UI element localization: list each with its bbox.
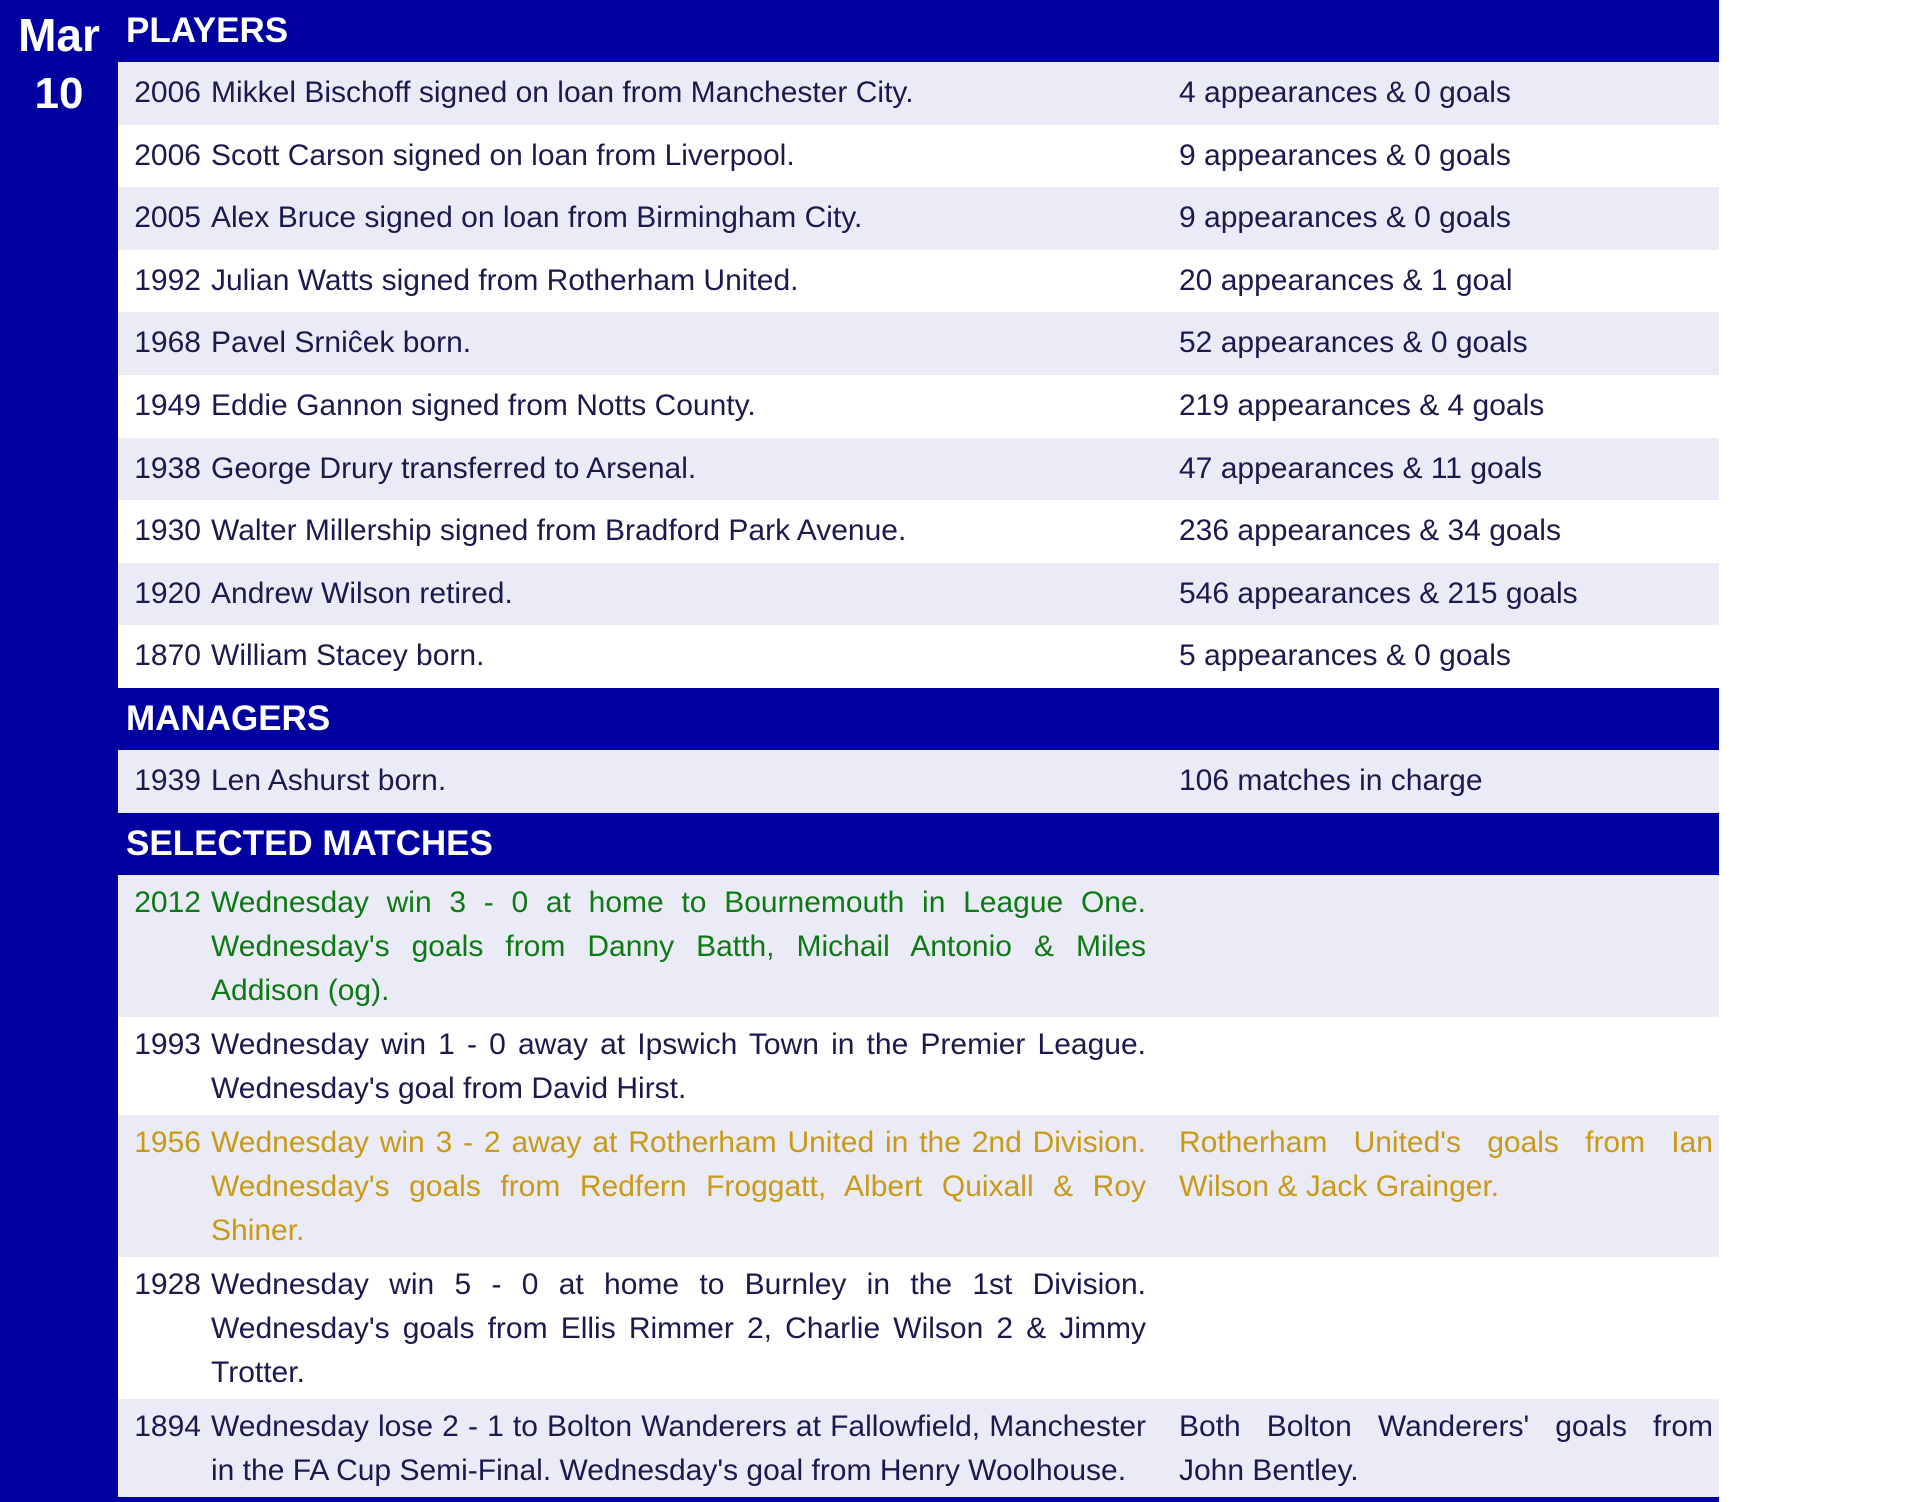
player-row [118,500,1719,563]
player-row [118,62,1719,125]
row-year: 1938 [134,451,201,485]
matches-list [118,875,1719,1497]
match-row [118,875,1719,1017]
row-description: Eddie Gannon signed from Notts County. [211,388,756,422]
matches-header: SELECTED MATCHES [118,813,1719,875]
row-year: 1930 [134,514,201,548]
row-description: William Stacey born. [211,639,485,673]
row-description: Mikkel Bischoff signed on loan from Manchester City. [211,76,914,109]
date-day: 10 [34,69,84,118]
row-stat: 5 appearances & 0 goals [1179,639,1511,673]
row-year: 2005 [134,201,201,235]
manager-row [118,750,1719,813]
match-row [118,1399,1719,1497]
match-row [118,1115,1719,1257]
date-column [0,0,118,122]
row-description: Wednesday lose 2 - 1 to Bolton Wanderers at Fallowfield, Manchester in the FA Cup Semi-Final. Wednesday's goal from Henry Woolhouse. [211,1409,1146,1487]
row-year: 2006 [134,138,201,172]
row-year: 1949 [134,388,201,422]
row-description: Wednesday win 5 - 0 at home to Burnley in the 1st Division. Wednesday's goals from Ellis Rimmer 2, Charlie Wilson 2 & Jimmy Trotter. [211,1267,1146,1389]
managers-header: MANAGERS [118,688,1719,750]
row-description: Julian Watts signed from Rotherham United. [211,263,799,297]
player-row [118,563,1719,626]
row-year: 1870 [134,639,201,673]
content-area [118,0,1719,1497]
row-year: 1993 [134,1027,201,1061]
row-description: Wednesday win 3 - 0 at home to Bournemouth in League One. Wednesday's goals from Danny Batth, Michail Antonio & Miles Addison (og). [211,885,1146,1007]
row-description: Pavel Srniĉek born. [211,326,472,360]
row-stat: 9 appearances & 0 goals [1179,138,1511,172]
row-stat: Both Bolton Wanderers' goals from John Bentley. [1179,1409,1713,1487]
row-stat: 236 appearances & 34 goals [1179,514,1561,548]
players-header: PLAYERS [118,0,1719,62]
row-description: Wednesday win 3 - 2 away at Rotherham United in the 2nd Division. Wednesday's goals from Redfern Froggatt, Albert Quixall & Roy Shiner. [211,1125,1146,1247]
row-year: 1939 [134,763,201,797]
row-stat: 219 appearances & 4 goals [1179,388,1545,422]
row-stat: 106 matches in charge [1179,763,1483,797]
row-description: Wednesday win 1 - 0 away at Ipswich Town in the Premier League. Wednesday's goal from David Hirst. [211,1027,1146,1105]
row-year: 1894 [134,1409,201,1443]
row-year: 2012 [134,885,201,919]
row-stat: 20 appearances & 1 goal [1179,263,1513,297]
players-list [118,62,1719,688]
player-row [118,375,1719,438]
player-row [118,625,1719,688]
player-row [118,125,1719,188]
row-stat: Rotherham United's goals from Ian Wilson & Jack Grainger. [1179,1125,1713,1203]
row-description: Len Ashurst born. [211,763,447,797]
row-year: 1992 [134,263,201,297]
row-description: Scott Carson signed on loan from Liverpool. [211,138,795,172]
row-stat: 546 appearances & 215 goals [1179,576,1578,610]
row-stat: 9 appearances & 0 goals [1179,201,1511,235]
row-stat: 4 appearances & 0 goals [1179,76,1511,109]
row-year: 1928 [134,1267,201,1301]
managers-list [118,750,1719,813]
match-row [118,1257,1719,1399]
player-row [118,312,1719,375]
row-year: 2006 [134,76,201,109]
row-description: George Drury transferred to Arsenal. [211,451,697,485]
player-row [118,250,1719,313]
player-row [118,438,1719,501]
row-stat: 52 appearances & 0 goals [1179,326,1528,360]
row-description: Alex Bruce signed on loan from Birmingham City. [211,201,863,235]
player-row [118,187,1719,250]
row-description: Walter Millership signed from Bradford Park Avenue. [211,514,907,548]
row-year: 1968 [134,326,201,360]
row-description: Andrew Wilson retired. [211,576,513,610]
date-month: Mar [18,9,100,61]
row-year: 1920 [134,576,201,610]
match-row [118,1017,1719,1115]
row-stat: 47 appearances & 11 goals [1179,451,1543,485]
row-year: 1956 [134,1125,201,1159]
